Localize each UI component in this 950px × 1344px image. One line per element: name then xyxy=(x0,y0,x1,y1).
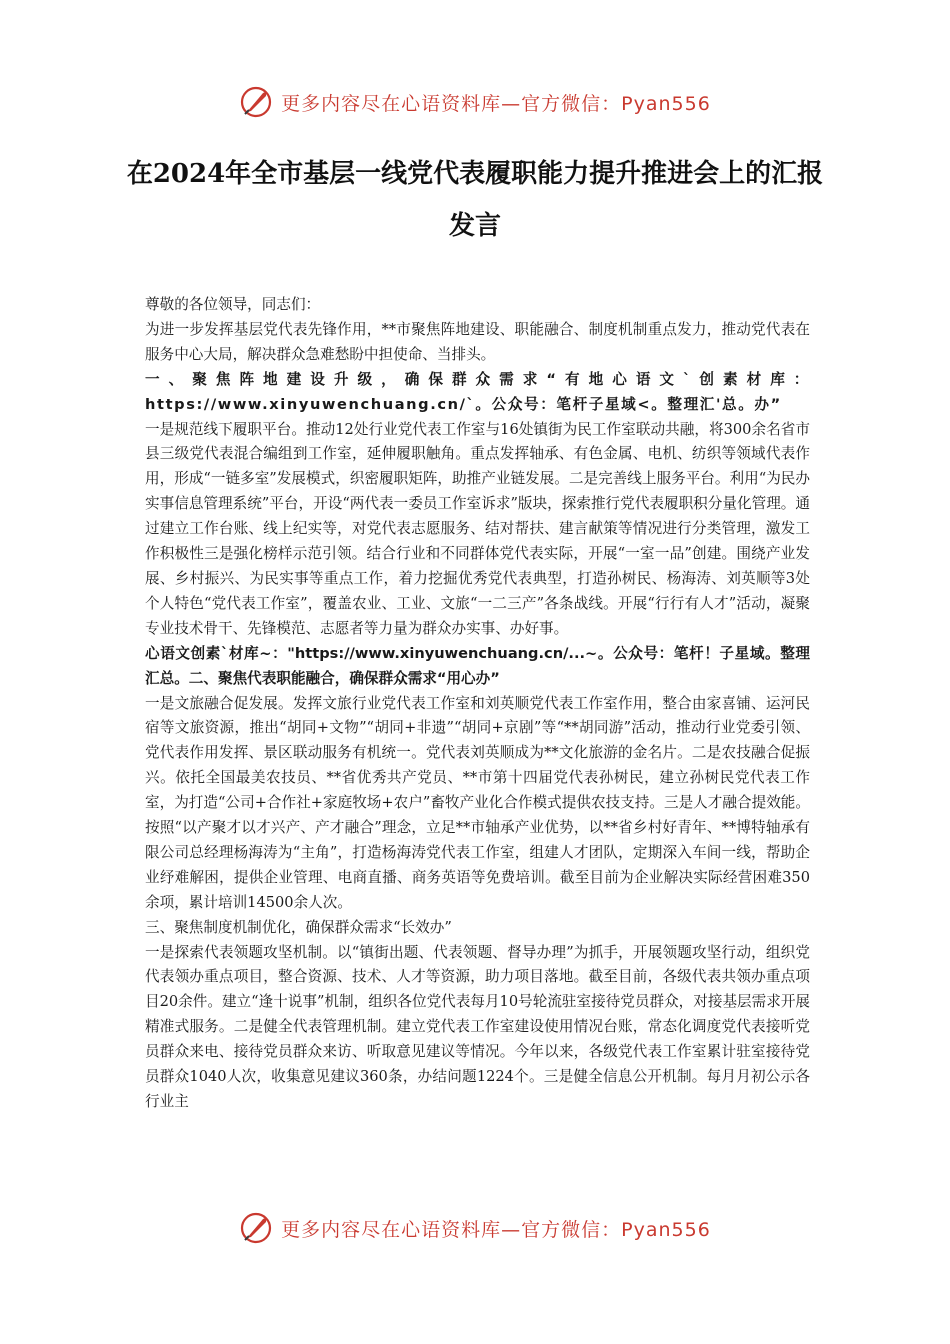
document-body xyxy=(145,293,810,1115)
document-title: 在2024年全市基层一线党代表履职能力提升推进会上的汇报发言 xyxy=(126,159,824,241)
quill-logo-icon xyxy=(239,85,273,119)
footer-banner xyxy=(0,1208,950,1248)
header-banner xyxy=(0,82,950,122)
section-1-body: 一是规范线下履职平台。推动12处行业党代表工作室与16处镇街为民工作室联动共融，将300余名省市县三级党代表混合编组到工作室，延伸履职触角。重点发挥轴承、有色金属、电机、纺织等领域代表作用，形成“一链多室”发展模式，织密履职矩阵，助推产业链发展。二是完善线上服务平台。利用“为民办实事信息管理系统”平台，开设“两代表一委员工作室诉求”版块，探索推行党代表履职积分量化管理。通过建立工作台账、线上纪实等，对党代表志愿服务、结对帮扶、建言献策等情况进行分类管理，激发工作积极性三是强化榜样示范引领。结合行业和不同群体党代表实际，开展“一室一品”创建。围绕产业发展、乡村振兴、为民实事等重点工作，着力挖掘优秀党代表典型，打造孙树民、杨海涛、刘英顺等3处个人特色“党代表工作室”，覆盖农业、工业、文旅“一二三产”各条战线。开展“行行有人才”活动，凝聚专业技术骨干、先锋模范、志愿者等力量为群众办实事、办好事。 xyxy=(145,420,810,637)
banner-text: 更多内容尽在心语资料库—官方微信：Pyan556 xyxy=(281,1218,711,1241)
banner-text: 更多内容尽在心语资料库—官方微信：Pyan556 xyxy=(281,92,711,115)
section-heading-1: 一、聚焦阵地建设升级，确保群众需求“有地心语文`创素材库：https://www.xinyuwenchuang.cn/`。公众号：笔杆子星域<。整理汇'总。办” xyxy=(145,370,810,413)
section-heading-2: 心语文创素`材库~："https://www.xinyuwenchuang.cn/...~。公众号：笔杆！子星域。整理汇总。二、聚焦代表职能融合，确保群众需求“用心办” xyxy=(145,644,810,687)
section-2-body: 一是文旅融合促发展。发挥文旅行业党代表工作室和刘英顺党代表工作室作用，整合由家喜铺、运河民宿等文旅资源，推出“胡同+文物”“胡同+非遗”“胡同+京剧”等“**胡同游”活动，推动行业党委引领、党代表作用发挥、景区联动服务有机统一。党代表刘英顺成为**文化旅游的金名片。二是农技融合促振兴。依托全国最美农技员、**省优秀共产党员、**市第十四届党代表孙树民，建立孙树民党代表工作室，为打造“公司+合作社+家庭牧场+农户”畜牧产业化合作模式提供农技支持。三是人才融合提效能。按照“以产聚才以才兴产、产才融合”理念，立足**市轴承产业优势，以**省乡村好青年、**博特轴承有限公司总经理杨海涛为“主角”，打造杨海涛党代表工作室，组建人才团队，定期深入车间一线，帮助企业纾难解困，提供企业管理、电商直播、商务英语等免费培训。截至目前为企业解决实际经营困难350余项，累计培训14500余人次。 xyxy=(145,694,810,911)
section-heading-3: 三、聚焦制度机制优化，确保群众需求“长效办” xyxy=(145,918,452,936)
section-3-body: 一是探索代表领题攻坚机制。以“镇街出题、代表领题、督导办理”为抓手，开展领题攻坚行动，组织党代表领办重点项目，整合资源、技术、人才等资源，助力项目落地。截至目前，各级代表共领办重点项目20余件。建立“逢十说事”机制，组织各位党代表每月10号轮流驻室接待党员群众，对接基层需求开展精准式服务。二是健全代表管理机制。建立党代表工作室建设使用情况台账，常态化调度党代表接听党员群众来电、接待党员群众来访、听取意见建议等情况。今年以来，各级党代表工作室累计驻室接待党员群众1040人次，收集意见建议360条，办结问题1224个。三是健全信息公开机制。每月月初公示各行业主 xyxy=(145,943,811,1110)
quill-logo-icon xyxy=(239,1211,273,1245)
salutation: 尊敬的各位领导，同志们： xyxy=(145,296,321,313)
intro-paragraph: 为进一步发挥基层党代表先锋作用，**市聚焦阵地建设、职能融合、制度机制重点发力，推动党代表在服务中心大局，解决群众急难愁盼中担使命、当排头。 xyxy=(145,320,810,363)
